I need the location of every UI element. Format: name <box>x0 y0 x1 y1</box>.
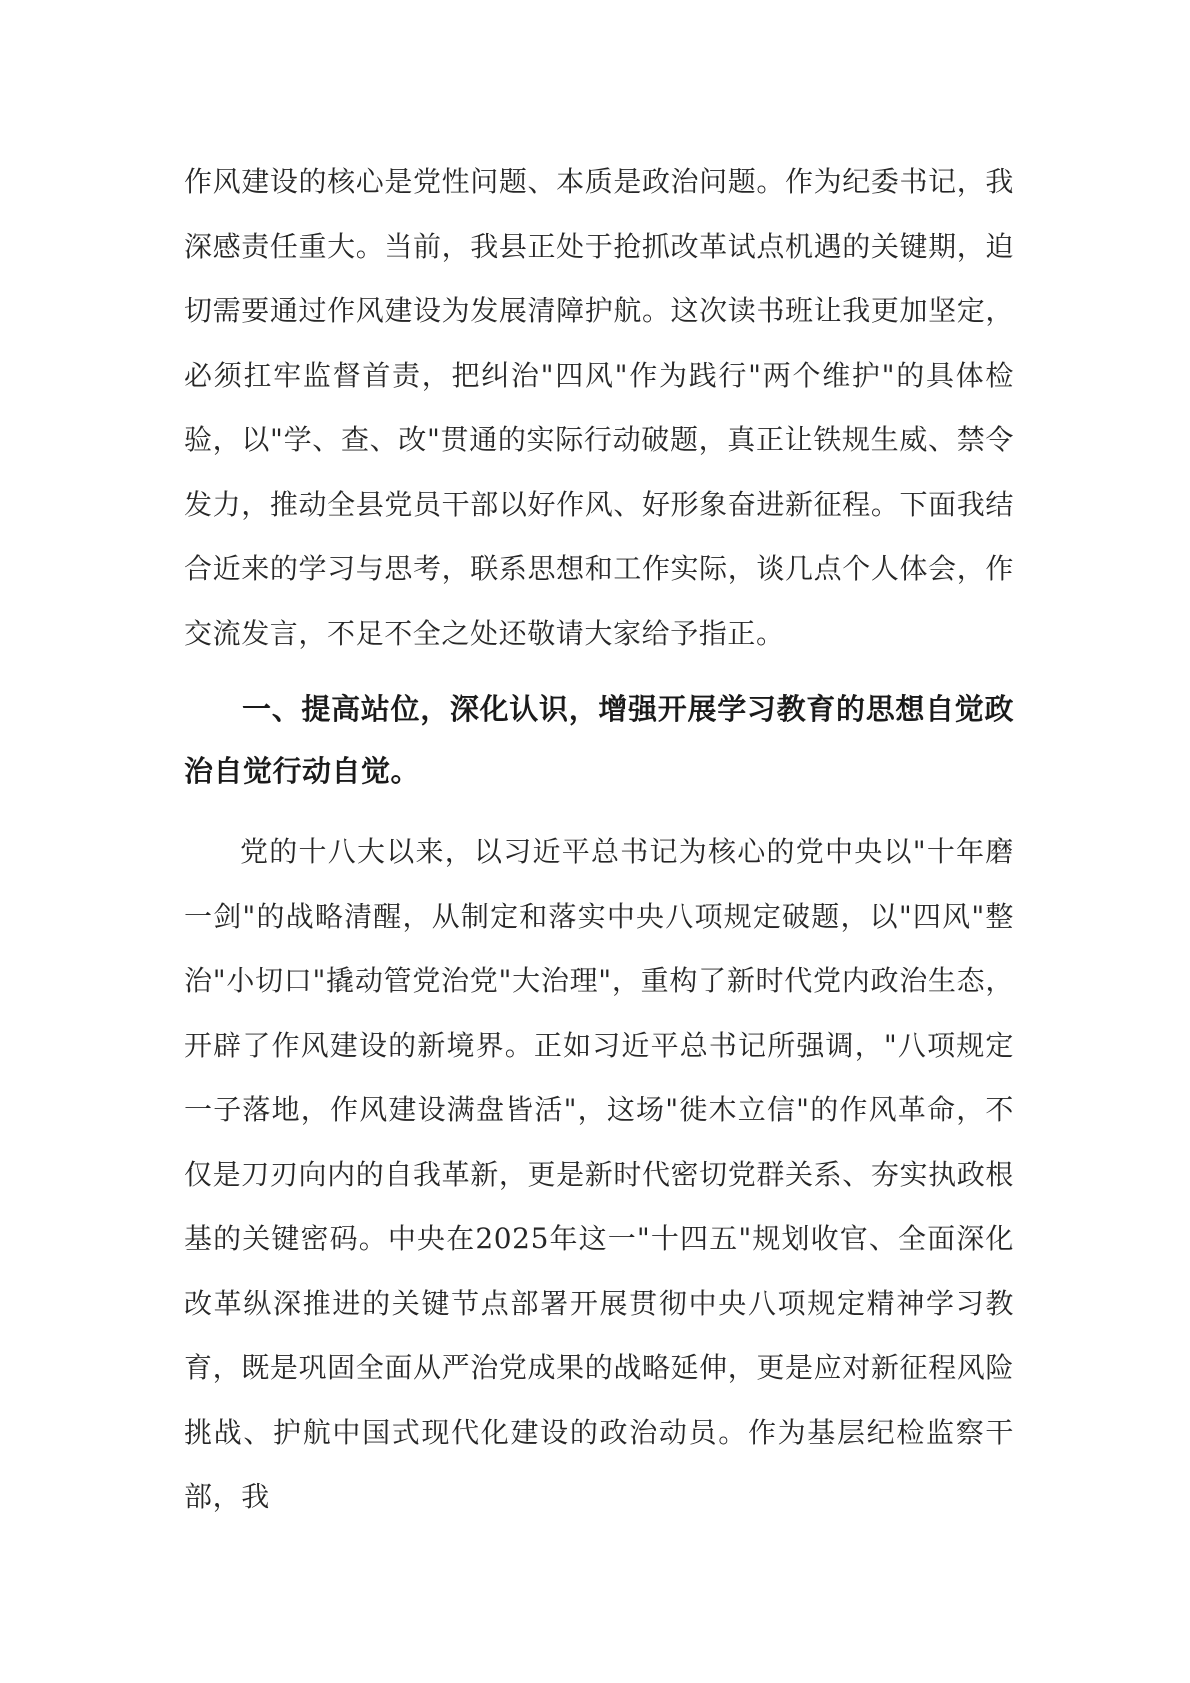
body-paragraph-intro: 作风建设的核心是党性问题、本质是政治问题。作为纪委书记，我深感责任重大。当前，我县正处于抢抓改革试点机遇的关键期，迫切需要通过作风建设为发展清障护航。这次读书班让我更加坚定，必须扛牢监督首责，把纠治"四风"作为践行"两个维护"的具体检验，以"学、查、改"贯通的实际行动破题，真正让铁规生威、禁令发力，推动全县党员干部以好作风、好形象奋进新征程。下面我结合近来的学习与思考，联系思想和工作实际，谈几点个人体会，作交流发言，不足不全之处还敬请大家给予指正。 <box>184 165 1014 650</box>
body-paragraph-section-1: 党的十八大以来，以习近平总书记为核心的党中央以"十年磨一剑"的战略清醒，从制定和落实中央八项规定破题，以"四风"整治"小切口"撬动管党治党"大治理"，重构了新时代党内政治生态，开辟了作风建设的新境界。正如习近平总书记所强调，"八项规定一子落地，作风建设满盘皆活"，这场"徙木立信"的作风革命，不仅是刀刃向内的自我革新，更是新时代密切党群关系、夯实执政根基的关键密码。中央在2025年这一"十四五"规划收官、全面深化改革纵深推进的关键节点部署开展贯彻中央八项规定精神学习教育，既是巩固全面从严治党成果的战略延伸，更是应对新征程风险挑战、护航中国式现代化建设的政治动员。作为基层纪检监察干部，我 <box>184 835 1014 1513</box>
section-heading-1: 一、提高站位，深化认识，增强开展学习教育的思想自觉政治自觉行动自觉。 <box>184 692 1014 788</box>
document-body <box>184 150 1014 1530</box>
